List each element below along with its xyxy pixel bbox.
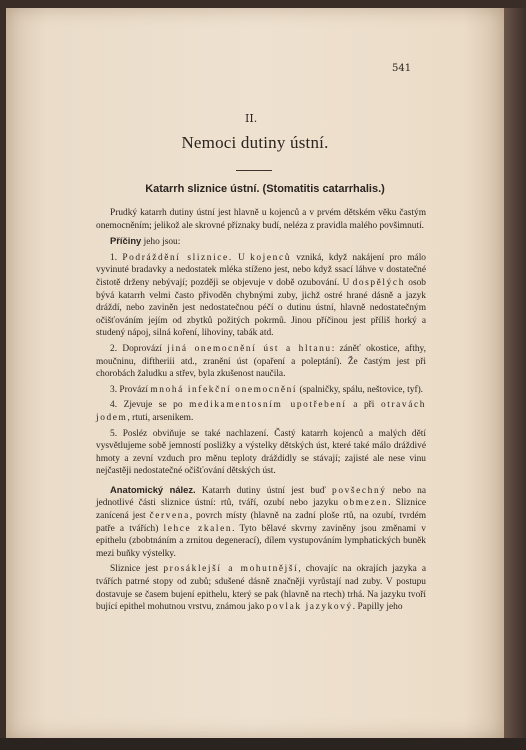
section-number: II. bbox=[245, 112, 258, 125]
paragraph-intro: Prudký katarrh dutiny ústní jest hlavně u kojenců a v prvém dětském věku častým onemocněním; jelikož ale skrovné příznaky budí, neléza z pravidla malého povšimnutí. bbox=[96, 208, 426, 231]
paragraph-last bbox=[96, 563, 426, 613]
title-divider bbox=[236, 170, 272, 171]
p3-heading: mnohá infekční onemocnění bbox=[150, 384, 298, 395]
p3-num: 3. Provází bbox=[110, 384, 151, 395]
p1-text-c: osob bývá katarrh velmi často přivoděn chybnými zuby, jichž ostré hrané dásně a jazyk dráždí, nebo zaviněn jest nedostatečnou péčí o dutinu ústní, hlavně nedostatečným očišťováním jejím od zbytků požitých pokrmů. Jinou příčinou jest příliš horký a studený nápoj, silná koření, lihoviny, tabák atd. bbox=[96, 277, 426, 339]
paragraph-1 bbox=[96, 252, 426, 340]
chapter-title: Nemoci dutiny ústní. bbox=[181, 133, 329, 152]
paragraph-2 bbox=[96, 343, 426, 381]
anatomy-text-a: Katarrh dutiny ústní jest buď bbox=[195, 485, 333, 496]
paragraph-causes bbox=[96, 235, 426, 249]
last-text-a: Sliznice jest bbox=[110, 564, 164, 575]
last-text-b: , chovajíc na okrajích jazyka a tvářích patrné stopy od zubů; sdušené dásně značněji vyrůstají nad zuby. V postupu dostavuje se časem bujení epithelu, který se pak (hlavně na rtech) trhá. Na jazyku tvoří bující epithel mohutnou vrstvu, známou jako bbox=[96, 564, 426, 613]
anatomy-term-c: červena bbox=[149, 511, 190, 522]
p2-text: : záněť okostice, afthy, moučninu, diftheriii atd., zranění úst (opaření a poleptání). Že častým jest při chorobách žaludku a střev, byla zkušenost naučila. bbox=[96, 343, 426, 380]
paragraph-4 bbox=[96, 399, 426, 424]
anatomy-label: Anatomický nález. bbox=[110, 483, 196, 495]
p4-text: , rtuti, arsenikem. bbox=[127, 412, 194, 423]
page-number: 541 bbox=[392, 63, 412, 74]
p1-text-a: U bbox=[232, 252, 251, 263]
p3-text: (spalničky, spálu, neštovice, tyf). bbox=[297, 384, 424, 395]
anatomy-term-b: obmezen bbox=[343, 498, 389, 509]
last-term-a: prosáklejší a mohutnější bbox=[163, 564, 299, 575]
last-term-b: povlak jazykový bbox=[266, 602, 353, 613]
section-subtitle: Katarrh sliznice ústní. (Stomatitis catarrhalis.) bbox=[145, 183, 385, 195]
p1-heading: Podráždění sliznice. bbox=[122, 252, 233, 263]
anatomy-text-b: nebo na jednotlivé části sliznice ústní: rtů, tváří, ozubí nebo jazyku bbox=[96, 485, 426, 509]
last-text-c: . Papilly jeho bbox=[352, 602, 403, 613]
bottom-edge bbox=[0, 738, 526, 750]
p4-term: otravách jodem bbox=[96, 400, 427, 423]
body-text bbox=[96, 207, 426, 617]
anatomy-term-a: povšechný bbox=[332, 485, 387, 496]
p1-term-kojencu: kojenců bbox=[250, 252, 291, 263]
anatomy-text-c: . Sliznice zanícená jest bbox=[96, 498, 427, 522]
p4-heading: medikamentosním upotřebení bbox=[189, 400, 347, 411]
paragraph-5: 5. Posléz obviňuje se také nachlazení. Častý katarrh kojenců a malých dětí vysvětlujeme sobě jemností posližky a výstelky dětských úst, které také málo dráždivé hmoty a zevní vzduch pro měnu teploty dráždidly se stávají; zajisté ale nese vinu nejčastěji nedostatečné očišťování dětských úst. bbox=[96, 428, 426, 477]
p1-text-b: vzniká, když nakájení pro málo vyvinuté bradavky a nedostatek mléka stíženo jest, nebo když ssací láhve v dostatečné čistotě drženy nebývají; později se objevuje v době ozubování. U bbox=[96, 252, 426, 288]
p4-mid: a při bbox=[346, 400, 381, 411]
causes-label: Příčiny bbox=[110, 235, 142, 247]
paragraph-anatomy bbox=[96, 484, 426, 561]
anatomy-text-d: , povrch místy (hlavně na zadní ploše rtů, na ozubí, tvrdém patře a tvářích) bbox=[96, 511, 426, 534]
p4-num: 4. Zjevuje se po bbox=[110, 400, 190, 411]
paragraph-3 bbox=[96, 384, 426, 397]
p1-term-dospelych: dospělých bbox=[352, 277, 405, 288]
p2-num: 2. Doprovází bbox=[110, 343, 168, 354]
p2-heading: jiná onemocnění úst a hltanu bbox=[167, 343, 332, 354]
p1-num: 1. bbox=[110, 252, 123, 263]
anatomy-text-e: . Tyto bělavé skvrny zaviněny jsou změnami v epithelu (zbobtnáním a zrnitou degenerací), dílem vystupováním lymphatických buněk mezi buňky výstelky. bbox=[96, 523, 426, 559]
causes-tail: jeho jsou: bbox=[141, 237, 181, 248]
page-edge bbox=[504, 8, 526, 738]
anatomy-term-d: lehce zkalen bbox=[163, 523, 233, 534]
